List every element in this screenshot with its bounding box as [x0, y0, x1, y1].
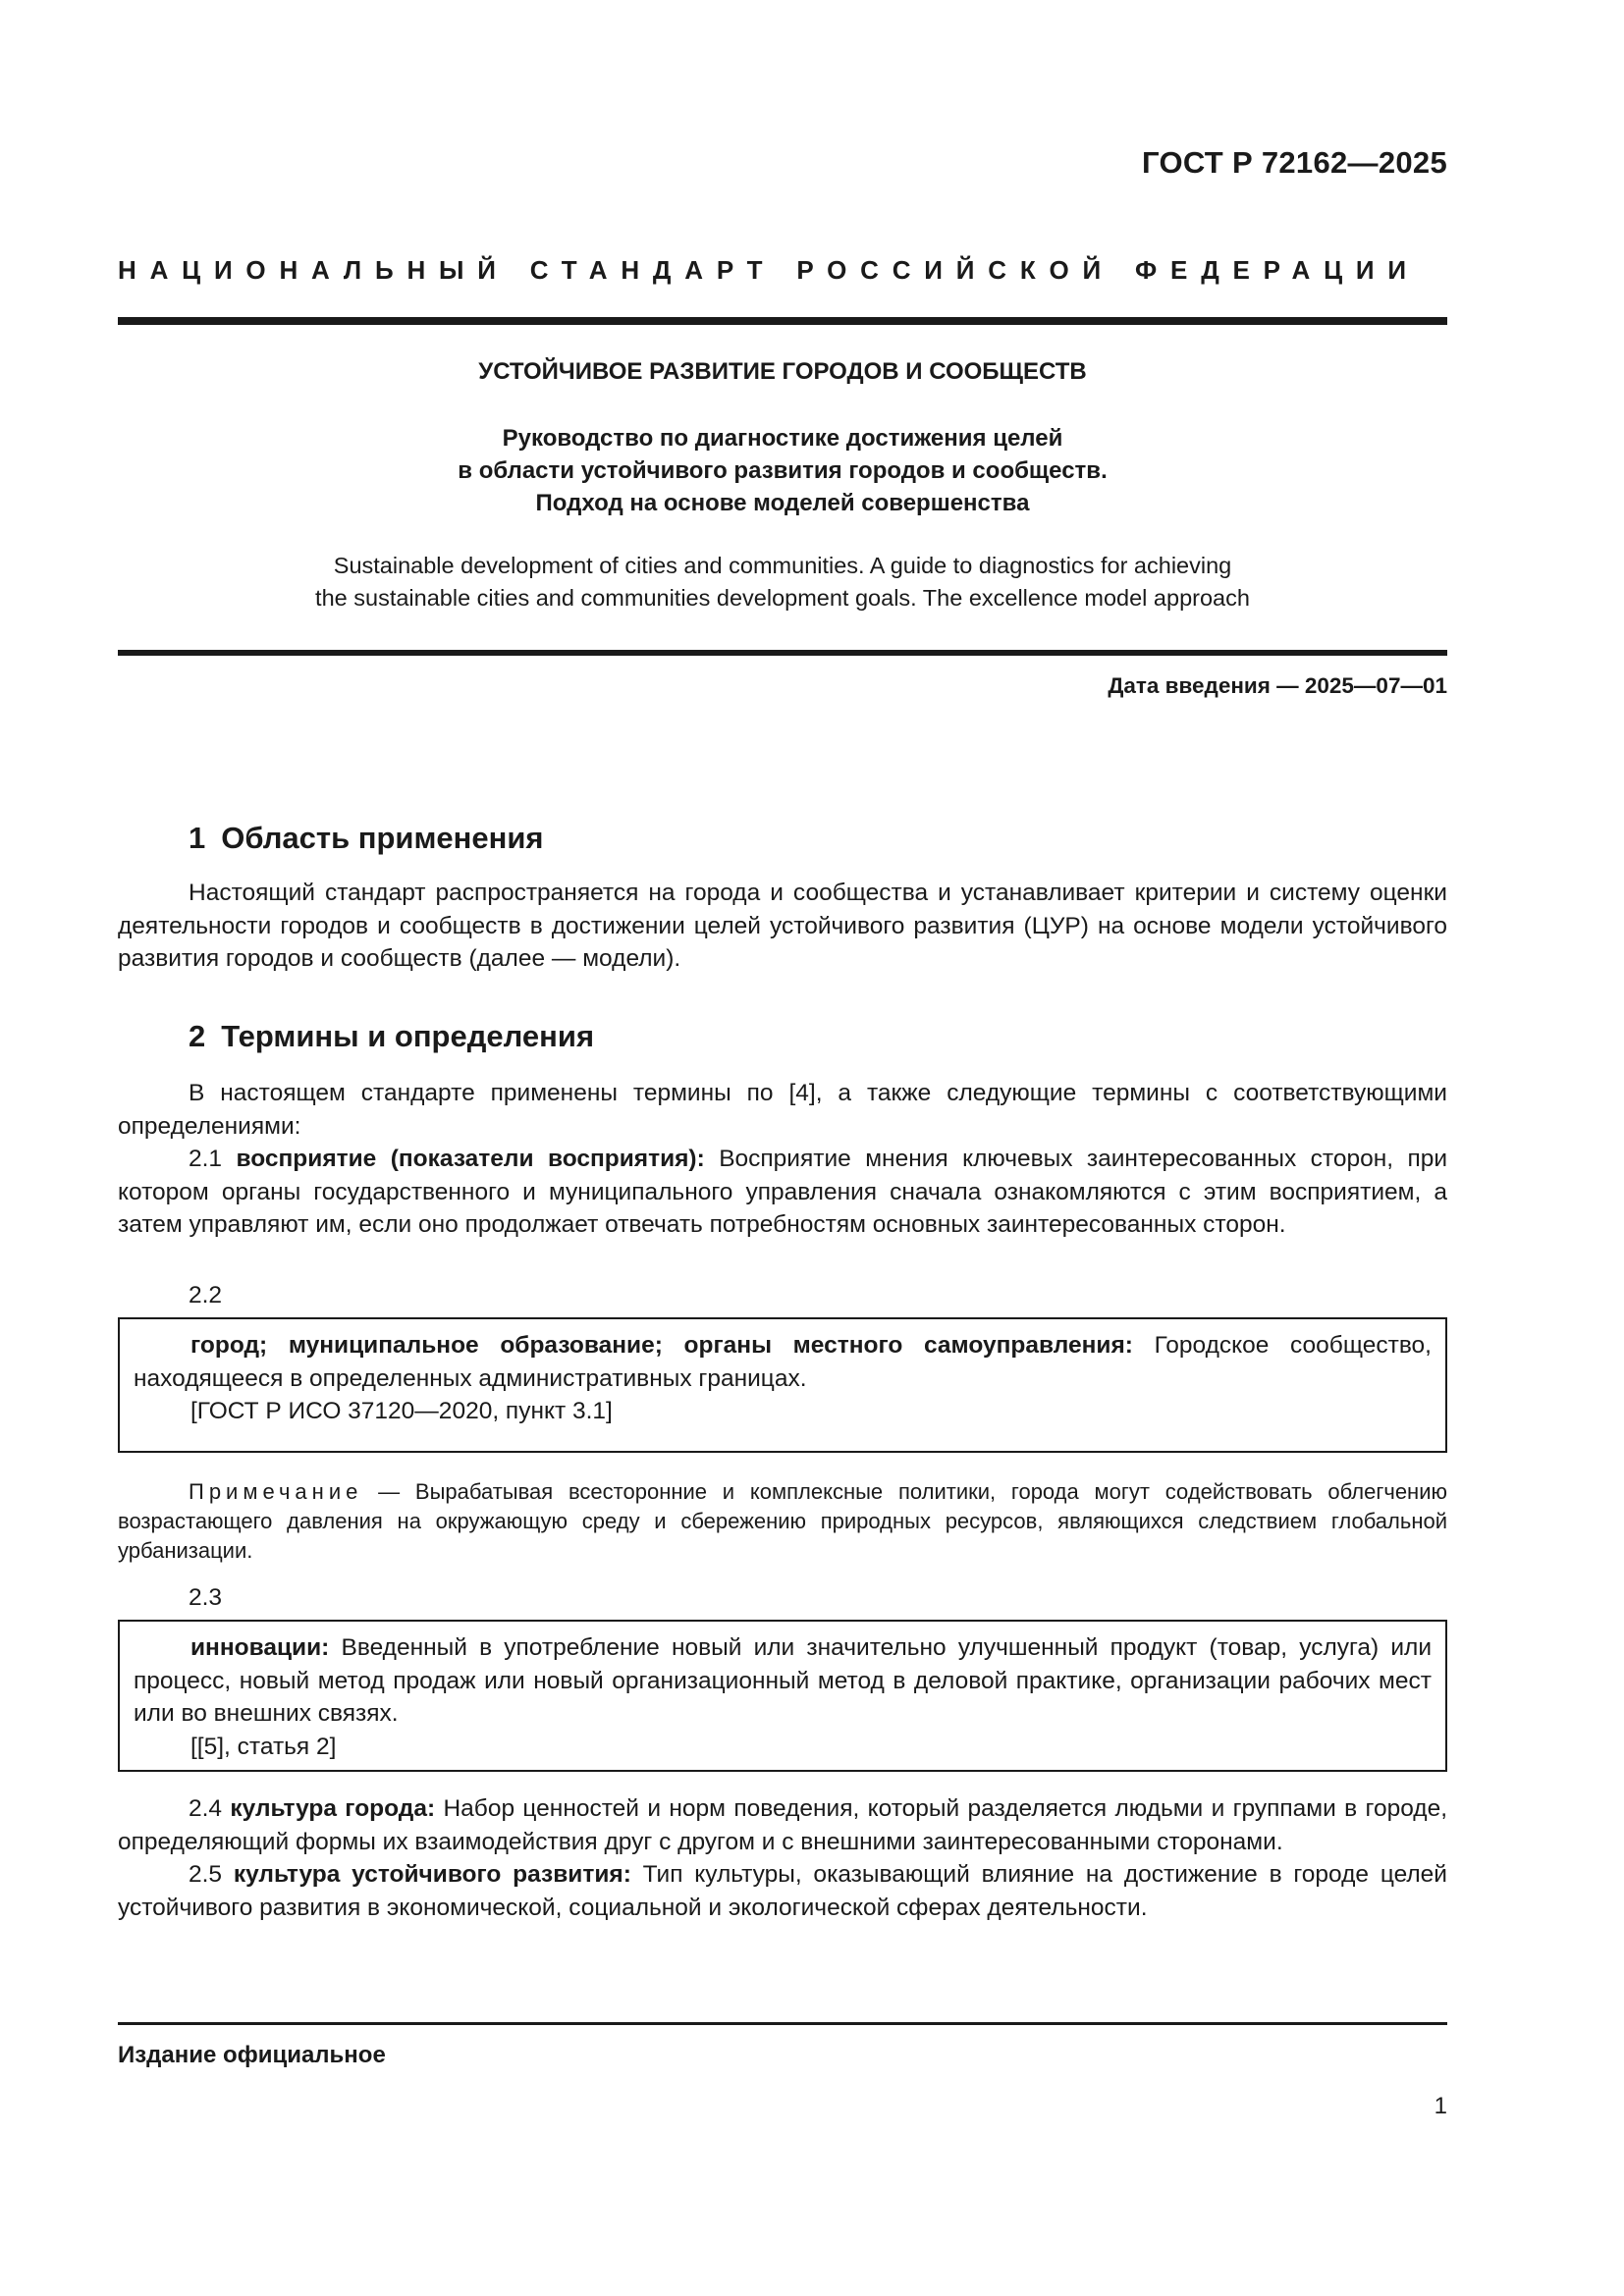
- bottom-rule: [118, 2022, 1447, 2025]
- term-2-3-entry: [134, 1631, 1432, 1731]
- edition-label: Издание официальное: [118, 2042, 386, 2068]
- subtitle-line: Руководство по диагностике достижения целей: [502, 425, 1063, 452]
- main-title: УСТОЙЧИВОЕ РАЗВИТИЕ ГОРОДОВ И СООБЩЕСТВ: [478, 358, 1087, 385]
- subtitle: [118, 422, 1447, 519]
- english-title-line: the sustainable cities and communities development goals. The excellence model approach: [315, 585, 1250, 611]
- introduction-date: Дата введения — 2025—07—01: [1108, 673, 1447, 698]
- subtitle-line: Подход на основе моделей совершенства: [535, 490, 1030, 516]
- term-2-4: [118, 1792, 1447, 1858]
- national-standard-heading: НАЦИОНАЛЬНЫЙ СТАНДАРТ РОССИЙСКОЙ ФЕДЕРАЦИИ: [118, 255, 1420, 285]
- subtitle-line: в области устойчивого развития городов и сообществ.: [458, 457, 1108, 484]
- english-title: [118, 550, 1447, 614]
- terms-2-4-2-5: [118, 1792, 1447, 1924]
- section-2-title: Термины и определения: [221, 1019, 595, 1053]
- term-2-1-number: 2.1: [189, 1146, 223, 1172]
- term-2-3-box: [118, 1620, 1447, 1772]
- section-1-text: Настоящий стандарт распространяется на города и сообщества и устанавливает критерии и систему оценки деятельности городов и сообществ в достижении целей устойчивого развития (ЦУР) на основе модели устойчивого развития городов и сообществ (далее — модели).: [118, 880, 1447, 972]
- section-2-body: [118, 1077, 1447, 1242]
- section-1-heading: [189, 821, 544, 856]
- section-1-number: 1: [189, 821, 206, 855]
- term-2-3-definition: Введенный в употребление новый или значительно улучшенный продукт (товар, услуга) или процесс, новый метод продаж или новый организационный метод в деловой практике, организации рабочих мест или во внешних связях.: [134, 1634, 1433, 1727]
- note: [118, 1477, 1447, 1566]
- english-title-line: Sustainable development of cities and communities. A guide to diagnostics for achieving: [333, 553, 1232, 578]
- section-1-title: Область применения: [221, 821, 544, 855]
- term-2-1-definition: Восприятие мнения ключевых заинтересованных сторон, при котором органы государственного и муниципального управления сначала ознакомляются с этим восприятием, а затем управляют им, если оно продолжает отвечать потребностям основных заинтересованных сторон.: [118, 1146, 1448, 1238]
- note-label: Примечание: [189, 1479, 363, 1504]
- term-2-3-term: инновации:: [190, 1634, 330, 1661]
- section-1-body: [118, 877, 1447, 976]
- middle-rule: [118, 650, 1447, 656]
- term-2-2-definition: Городское сообщество, находящееся в определенных административных границах.: [134, 1332, 1432, 1392]
- doc-code: ГОСТ Р 72162—2025: [1142, 145, 1447, 180]
- section-2-intro: В настоящем стандарте применены термины по [4], а также следующие термины с соответствующими определениями:: [118, 1080, 1447, 1140]
- term-2-4-number: 2.4: [189, 1795, 223, 1822]
- page-number: 1: [1434, 2093, 1447, 2119]
- note-text: — Вырабатывая всесторонние и комплексные политики, города могут содействовать облегчению возрастающего давления на окружающую среду и сбережению природных ресурсов, являющихся следствием глобальной урбанизации.: [118, 1479, 1447, 1563]
- term-2-5: [118, 1858, 1447, 1924]
- term-2-1: [118, 1143, 1447, 1242]
- term-2-2-box: [118, 1317, 1447, 1453]
- top-rule: [118, 317, 1447, 325]
- term-2-5-definition: Тип культуры, оказывающий влияние на достижение в городе целей устойчивого развития в экономической, социальной и экологической сферах деятельности.: [118, 1861, 1447, 1921]
- section-2-number: 2: [189, 1019, 206, 1053]
- term-2-2-source: [ГОСТ Р ИСО 37120—2020, пункт 3.1]: [190, 1398, 613, 1424]
- term-2-3-source: [[5], статья 2]: [190, 1733, 337, 1760]
- term-2-4-term: культура города:: [230, 1795, 436, 1822]
- term-2-2-term: город; муниципальное образование; органы местного самоуправления:: [190, 1332, 1133, 1359]
- term-2-2-entry: [134, 1329, 1432, 1395]
- document-page: [118, 0, 1447, 2296]
- term-2-5-number: 2.5: [189, 1861, 223, 1888]
- term-2-3-number: 2.3: [189, 1584, 223, 1611]
- section-2-heading: [189, 1019, 594, 1054]
- term-2-1-term: восприятие (показатели восприятия):: [236, 1146, 705, 1172]
- term-2-2-number: 2.2: [189, 1282, 223, 1308]
- term-2-4-definition: Набор ценностей и норм поведения, который разделяется людьми и группами в городе, определяющий формы их взаимодействия друг с другом и с внешними заинтересованными сторонами.: [118, 1795, 1448, 1855]
- term-2-5-term: культура устойчивого развития:: [233, 1861, 631, 1888]
